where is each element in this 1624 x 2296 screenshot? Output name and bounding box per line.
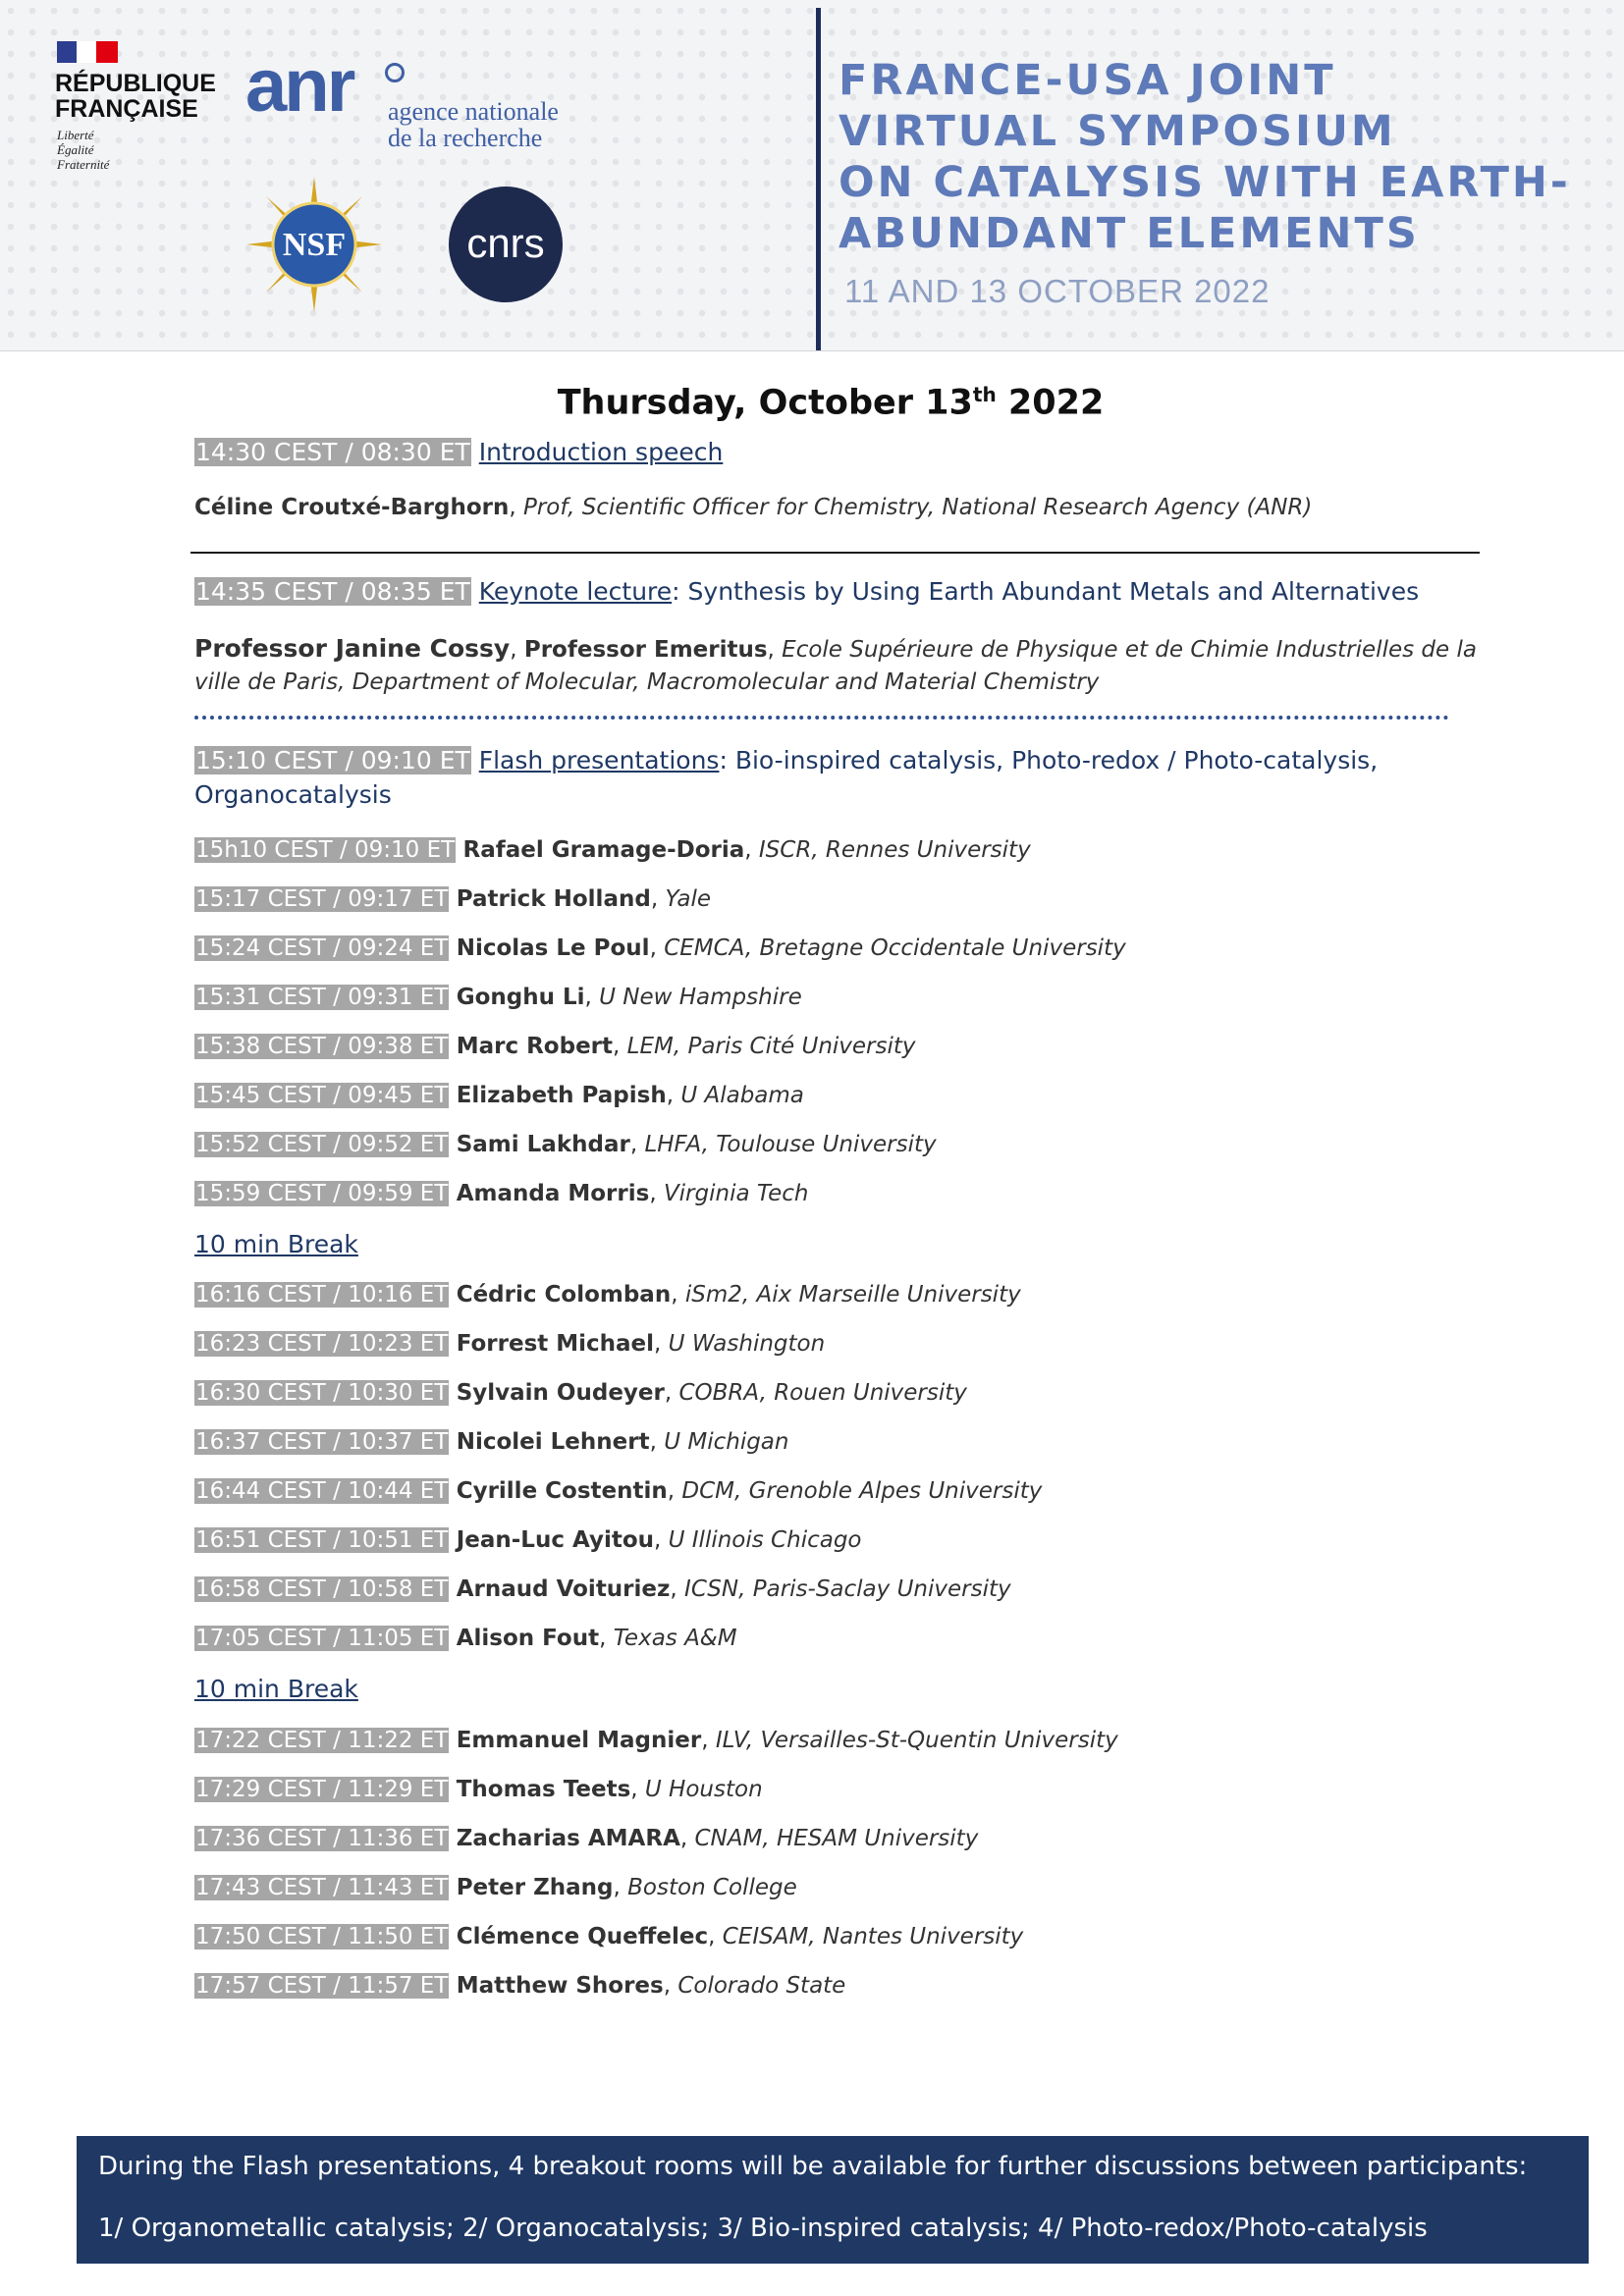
talk-row: 17:50 CEST / 11:50 ET Clémence Queffelec, CEISAM, Nantes University (195, 1924, 1024, 1949)
speaker-affiliation: U Illinois Chicago (668, 1527, 862, 1553)
speaker-affiliation: LEM, Paris Cité University (626, 1034, 916, 1059)
keynote-speaker: Professor Janine Cossy, Professor Emeritus, Ecole Supérieure de Physique et de Chimie Industrielles de la ville de Paris, Department of Molecular, Macromolecular and Material Chemistry (194, 634, 1477, 695)
keynote-title: : Synthesis by Using Earth Abundant Metals and Alternatives (672, 577, 1420, 606)
speaker-affiliation: Ecole Supérieure de Physique et de Chimie Industrielles de la ville de Paris, Department of Molecular, Macromolecular and Material Chemistry (194, 637, 1477, 695)
talk-row: 16:44 CEST / 10:44 ET Cyrille Costentin, DCM, Grenoble Alpes University (195, 1478, 1043, 1504)
talk-row: 15:45 CEST / 09:45 ET Elizabeth Papish, U Alabama (195, 1083, 804, 1108)
nsf-logo (246, 177, 382, 312)
speaker-name: Patrick Holland (456, 886, 651, 912)
speaker-affiliation: U New Hampshire (599, 985, 802, 1010)
time-slot: 15:38 CEST / 09:38 ET (195, 1034, 449, 1059)
talk-row: 17:36 CEST / 11:36 ET Zacharias AMARA, CNAM, HESAM University (195, 1826, 979, 1851)
symposium-dates: 11 AND 13 OCTOBER 2022 (844, 273, 1271, 309)
time-slot: 17:22 CEST / 11:22 ET (195, 1728, 449, 1753)
talk-row: 15:52 CEST / 09:52 ET Sami Lakhdar, LHFA, Toulouse University (195, 1132, 937, 1157)
breakout-rooms-list: 1/ Organometallic catalysis; 2/ Organocatalysis; 3/ Bio-inspired catalysis; 4/ Photo-redox/Photo-catalysis (98, 2214, 1428, 2243)
time-slot: 16:44 CEST / 10:44 ET (195, 1478, 449, 1504)
republique-francaise-logo (55, 71, 216, 122)
talk-row: 15:17 CEST / 09:17 ET Patrick Holland, Yale (195, 886, 712, 912)
talk-row: 17:57 CEST / 11:57 ET Matthew Shores, Colorado State (195, 1973, 846, 1999)
time-slot: 16:23 CEST / 10:23 ET (195, 1331, 449, 1357)
flash-topics-2: Organocatalysis (194, 780, 392, 809)
keynote-lecture-link[interactable]: Keynote lecture (478, 577, 673, 606)
speaker-name: Jean-Luc Ayitou (456, 1527, 654, 1553)
cnrs-logo (449, 187, 563, 302)
time-slot: 16:58 CEST / 10:58 ET (195, 1576, 449, 1602)
talk-row: 17:05 CEST / 11:05 ET Alison Fout, Texas A&M (195, 1626, 737, 1651)
symposium-title (839, 55, 1571, 259)
title-line-3: ON CATALYSIS WITH EARTH- (839, 158, 1571, 207)
title-line-4: ABUNDANT ELEMENTS (839, 209, 1420, 258)
speaker-name: Thomas Teets (456, 1777, 631, 1802)
keynote-heading (194, 575, 1419, 609)
time-slot: 15:24 CEST / 09:24 ET (195, 935, 449, 961)
break-label[interactable]: 10 min Break (194, 1675, 358, 1703)
flash-heading-line-2 (194, 778, 392, 812)
time-slot: 16:51 CEST / 10:51 ET (195, 1527, 449, 1553)
speaker-affiliation: Texas A&M (613, 1626, 737, 1651)
dotted-divider (194, 716, 1449, 720)
speaker-name: Elizabeth Papish (456, 1083, 667, 1108)
talk-row: 16:51 CEST / 10:51 ET Jean-Luc Ayitou, U Illinois Chicago (195, 1527, 862, 1553)
speaker-name: Zacharias AMARA (456, 1826, 680, 1851)
time-slot: 15:10 CEST / 09:10 ET (195, 746, 470, 774)
talk-row: 16:58 CEST / 10:58 ET Arnaud Voituriez, ICSN, Paris-Saclay University (195, 1576, 1011, 1602)
speaker-affiliation: U Washington (668, 1331, 826, 1357)
speaker-role: Prof, Scientific Officer for Chemistry, National Research Agency (ANR) (522, 495, 1313, 520)
motto-egalite: Égalité (57, 142, 94, 157)
time-slot: 16:16 CEST / 10:16 ET (195, 1282, 449, 1308)
talk-row: 15:59 CEST / 09:59 ET Amanda Morris, Virginia Tech (195, 1181, 809, 1206)
rf-line-2: FRANÇAISE (55, 95, 198, 123)
talk-row: 17:29 CEST / 11:29 ET Thomas Teets, U Houston (195, 1777, 763, 1802)
day-title-suffix: th (972, 383, 997, 406)
intro-heading (194, 436, 723, 469)
speaker-affiliation: Virginia Tech (663, 1181, 809, 1206)
speaker-name: Nicolas Le Poul (456, 935, 650, 961)
speaker-affiliation: ICSN, Paris-Saclay University (684, 1576, 1011, 1602)
day-title-text: Thursday, October 13 (557, 383, 973, 423)
time-slot: 15h10 CEST / 09:10 ET (195, 837, 456, 863)
speaker-affiliation: Colorado State (677, 1973, 846, 1999)
speaker-affiliation: CEISAM, Nantes University (722, 1924, 1024, 1949)
title-line-2: VIRTUAL SYMPOSIUM (839, 107, 1396, 156)
anr-logo: anr (245, 44, 353, 128)
speaker-name: Cédric Colomban (456, 1282, 672, 1308)
breakout-intro: During the Flash presentations, 4 breakout rooms will be available for further discussions between participants: (98, 2152, 1528, 2181)
speaker-name: Amanda Morris (456, 1181, 650, 1206)
flash-topics: : Bio-inspired catalysis, Photo-redox / Photo-catalysis, (719, 746, 1379, 774)
speaker-affiliation: COBRA, Rouen University (678, 1380, 967, 1406)
time-slot: 17:36 CEST / 11:36 ET (195, 1826, 449, 1851)
break-1 (194, 1228, 358, 1261)
speaker-affiliation: Boston College (627, 1875, 797, 1900)
speaker-name: Alison Fout (456, 1626, 600, 1651)
speaker-name: Sylvain Oudeyer (456, 1380, 665, 1406)
speaker-affiliation: LHFA, Toulouse University (644, 1132, 937, 1157)
speaker-affiliation: CNAM, HESAM University (694, 1826, 979, 1851)
break-2 (194, 1673, 358, 1706)
time-slot: 14:35 CEST / 08:35 ET (195, 577, 470, 606)
speaker-name: Marc Robert (456, 1034, 614, 1059)
motto-fraternite: Fraternité (57, 157, 110, 172)
speaker-name: Arnaud Voituriez (456, 1576, 671, 1602)
header-divider (816, 8, 821, 350)
marianne-logo (57, 41, 118, 63)
talk-row: 16:23 CEST / 10:23 ET Forrest Michael, U Washington (195, 1331, 826, 1357)
speaker-name: Cyrille Costentin (456, 1478, 668, 1504)
title-line-1: FRANCE-USA JOINT (839, 56, 1336, 105)
header-banner (0, 0, 1624, 351)
time-slot: 15:45 CEST / 09:45 ET (195, 1083, 449, 1108)
day-title-year: 2022 (996, 383, 1105, 423)
anr-registered-icon (385, 63, 405, 82)
talk-row: 17:43 CEST / 11:43 ET Peter Zhang, Boston College (195, 1875, 797, 1900)
speaker-affiliation: Yale (665, 886, 712, 912)
time-slot: 17:05 CEST / 11:05 ET (195, 1626, 449, 1651)
time-slot: 14:30 CEST / 08:30 ET (195, 438, 470, 466)
talk-row: 15:38 CEST / 09:38 ET Marc Robert, LEM, Paris Cité University (195, 1034, 916, 1059)
nsf-text: NSF (282, 227, 347, 263)
rf-line-1: RÉPUBLIQUE (55, 70, 216, 97)
speaker-name: Forrest Michael (456, 1331, 655, 1357)
speaker-name: Nicolei Lehnert (456, 1429, 650, 1455)
talk-row: 16:30 CEST / 10:30 ET Sylvain Oudeyer, COBRA, Rouen University (195, 1380, 967, 1406)
talk-row: 15:24 CEST / 09:24 ET Nicolas Le Poul, CEMCA, Bretagne Occidentale University (195, 935, 1126, 961)
time-slot: 15:59 CEST / 09:59 ET (195, 1181, 449, 1206)
anr-sub-line-2: de la recherche (388, 124, 543, 152)
talk-row: 15h10 CEST / 09:10 ET Rafael Gramage-Doria, ISCR, Rennes University (195, 837, 1031, 863)
rf-motto (57, 128, 109, 172)
speaker-name: Professor Janine Cossy (194, 634, 511, 663)
cnrs-text: cnrs (466, 220, 545, 266)
speaker-name: Matthew Shores (456, 1973, 664, 1999)
section-divider (190, 552, 1480, 554)
speaker-affiliation: ILV, Versailles-St-Quentin University (715, 1728, 1118, 1753)
speaker-affiliation: ISCR, Rennes University (758, 837, 1031, 863)
speaker-affiliation: U Michigan (664, 1429, 789, 1455)
talk-row: 16:37 CEST / 10:37 ET Nicolei Lehnert, U Michigan (195, 1429, 789, 1455)
time-slot: 17:43 CEST / 11:43 ET (195, 1875, 449, 1900)
breakout-rooms-banner (77, 2136, 1589, 2264)
time-slot: 17:57 CEST / 11:57 ET (195, 1973, 449, 1999)
flash-presentations-link[interactable]: Flash presentations (478, 746, 720, 774)
talk-row: 17:22 CEST / 11:22 ET Emmanuel Magnier, ILV, Versailles-St-Quentin University (195, 1728, 1118, 1753)
speaker-affiliation: DCM, Grenoble Alpes University (681, 1478, 1043, 1504)
speaker-affiliation: CEMCA, Bretagne Occidentale University (664, 935, 1126, 961)
speaker-name: Clémence Queffelec (456, 1924, 709, 1949)
speaker-name: Peter Zhang (456, 1875, 614, 1900)
speaker-affiliation: U Houston (644, 1777, 763, 1802)
anr-sub-line-1: agence nationale (388, 97, 559, 126)
speaker-affiliation: iSm2, Aix Marseille University (684, 1282, 1021, 1308)
speaker-position: Professor Emeritus (523, 637, 768, 663)
time-slot: 17:29 CEST / 11:29 ET (195, 1777, 449, 1802)
speaker-name: Gonghu Li (456, 985, 585, 1010)
anr-subtitle (388, 98, 559, 151)
speaker-name: Céline Croutxé-Barghorn (194, 495, 510, 520)
time-slot: 15:17 CEST / 09:17 ET (195, 886, 449, 912)
break-label[interactable]: 10 min Break (194, 1230, 358, 1258)
day-title (0, 370, 1624, 428)
intro-speaker: Céline Croutxé-Barghorn, Prof, Scientific Officer for Chemistry, National Research Agency (ANR) (194, 495, 1313, 520)
time-slot: 16:37 CEST / 10:37 ET (195, 1429, 449, 1455)
time-slot: 15:31 CEST / 09:31 ET (195, 985, 449, 1010)
intro-speech-link[interactable]: Introduction speech (478, 438, 724, 466)
motto-liberte: Liberté (57, 128, 94, 142)
time-slot: 15:52 CEST / 09:52 ET (195, 1132, 449, 1157)
speaker-affiliation: U Alabama (680, 1083, 804, 1108)
speaker-name: Emmanuel Magnier (456, 1728, 702, 1753)
speaker-name: Rafael Gramage-Doria (462, 837, 745, 863)
time-slot: 16:30 CEST / 10:30 ET (195, 1380, 449, 1406)
talk-row: 15:31 CEST / 09:31 ET Gonghu Li, U New Hampshire (195, 985, 802, 1010)
time-slot: 17:50 CEST / 11:50 ET (195, 1924, 449, 1949)
flash-heading (194, 744, 1378, 777)
talk-row: 16:16 CEST / 10:16 ET Cédric Colomban, iSm2, Aix Marseille University (195, 1282, 1021, 1308)
speaker-name: Sami Lakhdar (456, 1132, 630, 1157)
